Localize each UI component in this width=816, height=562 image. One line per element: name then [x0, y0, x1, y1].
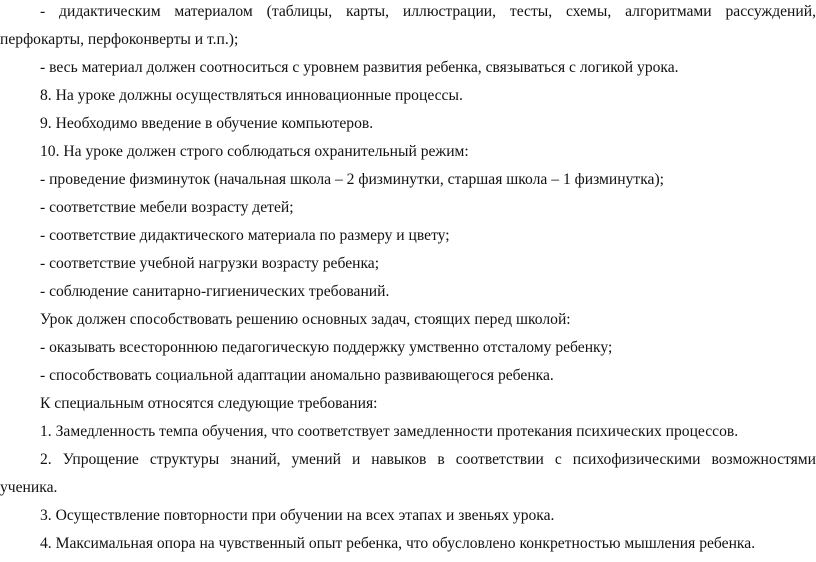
paragraph-line: 2. Упрощение структуры знаний, умений и навыков в соответствии с психофизическими возможностями	[40, 451, 816, 468]
paragraph-line: 1. Замедленность темпа обучения, что соответствует замедленности протекания психических процессов.	[40, 423, 739, 440]
paragraph-line: 3. Осуществление повторности при обучении на всех этапах и звеньях урока.	[40, 507, 555, 524]
paragraph-line: - способствовать социальной адаптации аномально развивающегося ребенка.	[40, 367, 554, 384]
paragraph-line: - дидактическим материалом (таблицы, карты, иллюстрации, тесты, схемы, алгоритмами рассуждений,	[40, 3, 816, 20]
paragraph-line: - соблюдение санитарно-гигиенических требований.	[40, 283, 390, 300]
paragraph-line: - проведение физминуток (начальная школа – 2 физминутки, старшая школа – 1 физминутка);	[40, 171, 664, 188]
paragraph-line: - соответствие дидактического материала по размеру и цвету;	[40, 227, 450, 244]
paragraph-line: - соответствие мебели возрасту детей;	[40, 199, 294, 216]
paragraph-line: 8. На уроке должны осуществляться инновационные процессы.	[40, 87, 463, 104]
paragraph-line: 10. На уроке должен строго соблюдаться охранительный режим:	[40, 143, 469, 160]
paragraph-line: Урок должен способствовать решению основных задач, стоящих перед школой:	[40, 311, 571, 328]
paragraph-line: 4. Максимальная опора на чувственный опыт ребенка, что обусловлено конкретностью мышления ребенка.	[40, 535, 756, 552]
paragraph-line: ученика.	[0, 479, 58, 496]
paragraph-line: - оказывать всестороннюю педагогическую поддержку умственно отсталому ребенку;	[40, 339, 613, 356]
paragraph-line: К специальным относятся следующие требования:	[40, 395, 378, 412]
paragraph-line: перфокарты, перфоконверты и т.п.);	[0, 31, 239, 48]
paragraph-line: - весь материал должен соотноситься с уровнем развития ребенка, связываться с логикой урока.	[40, 59, 679, 76]
paragraph-line: - соответствие учебной нагрузки возрасту ребенка;	[40, 255, 380, 272]
paragraph-line: 9. Необходимо введение в обучение компьютеров.	[40, 115, 374, 132]
